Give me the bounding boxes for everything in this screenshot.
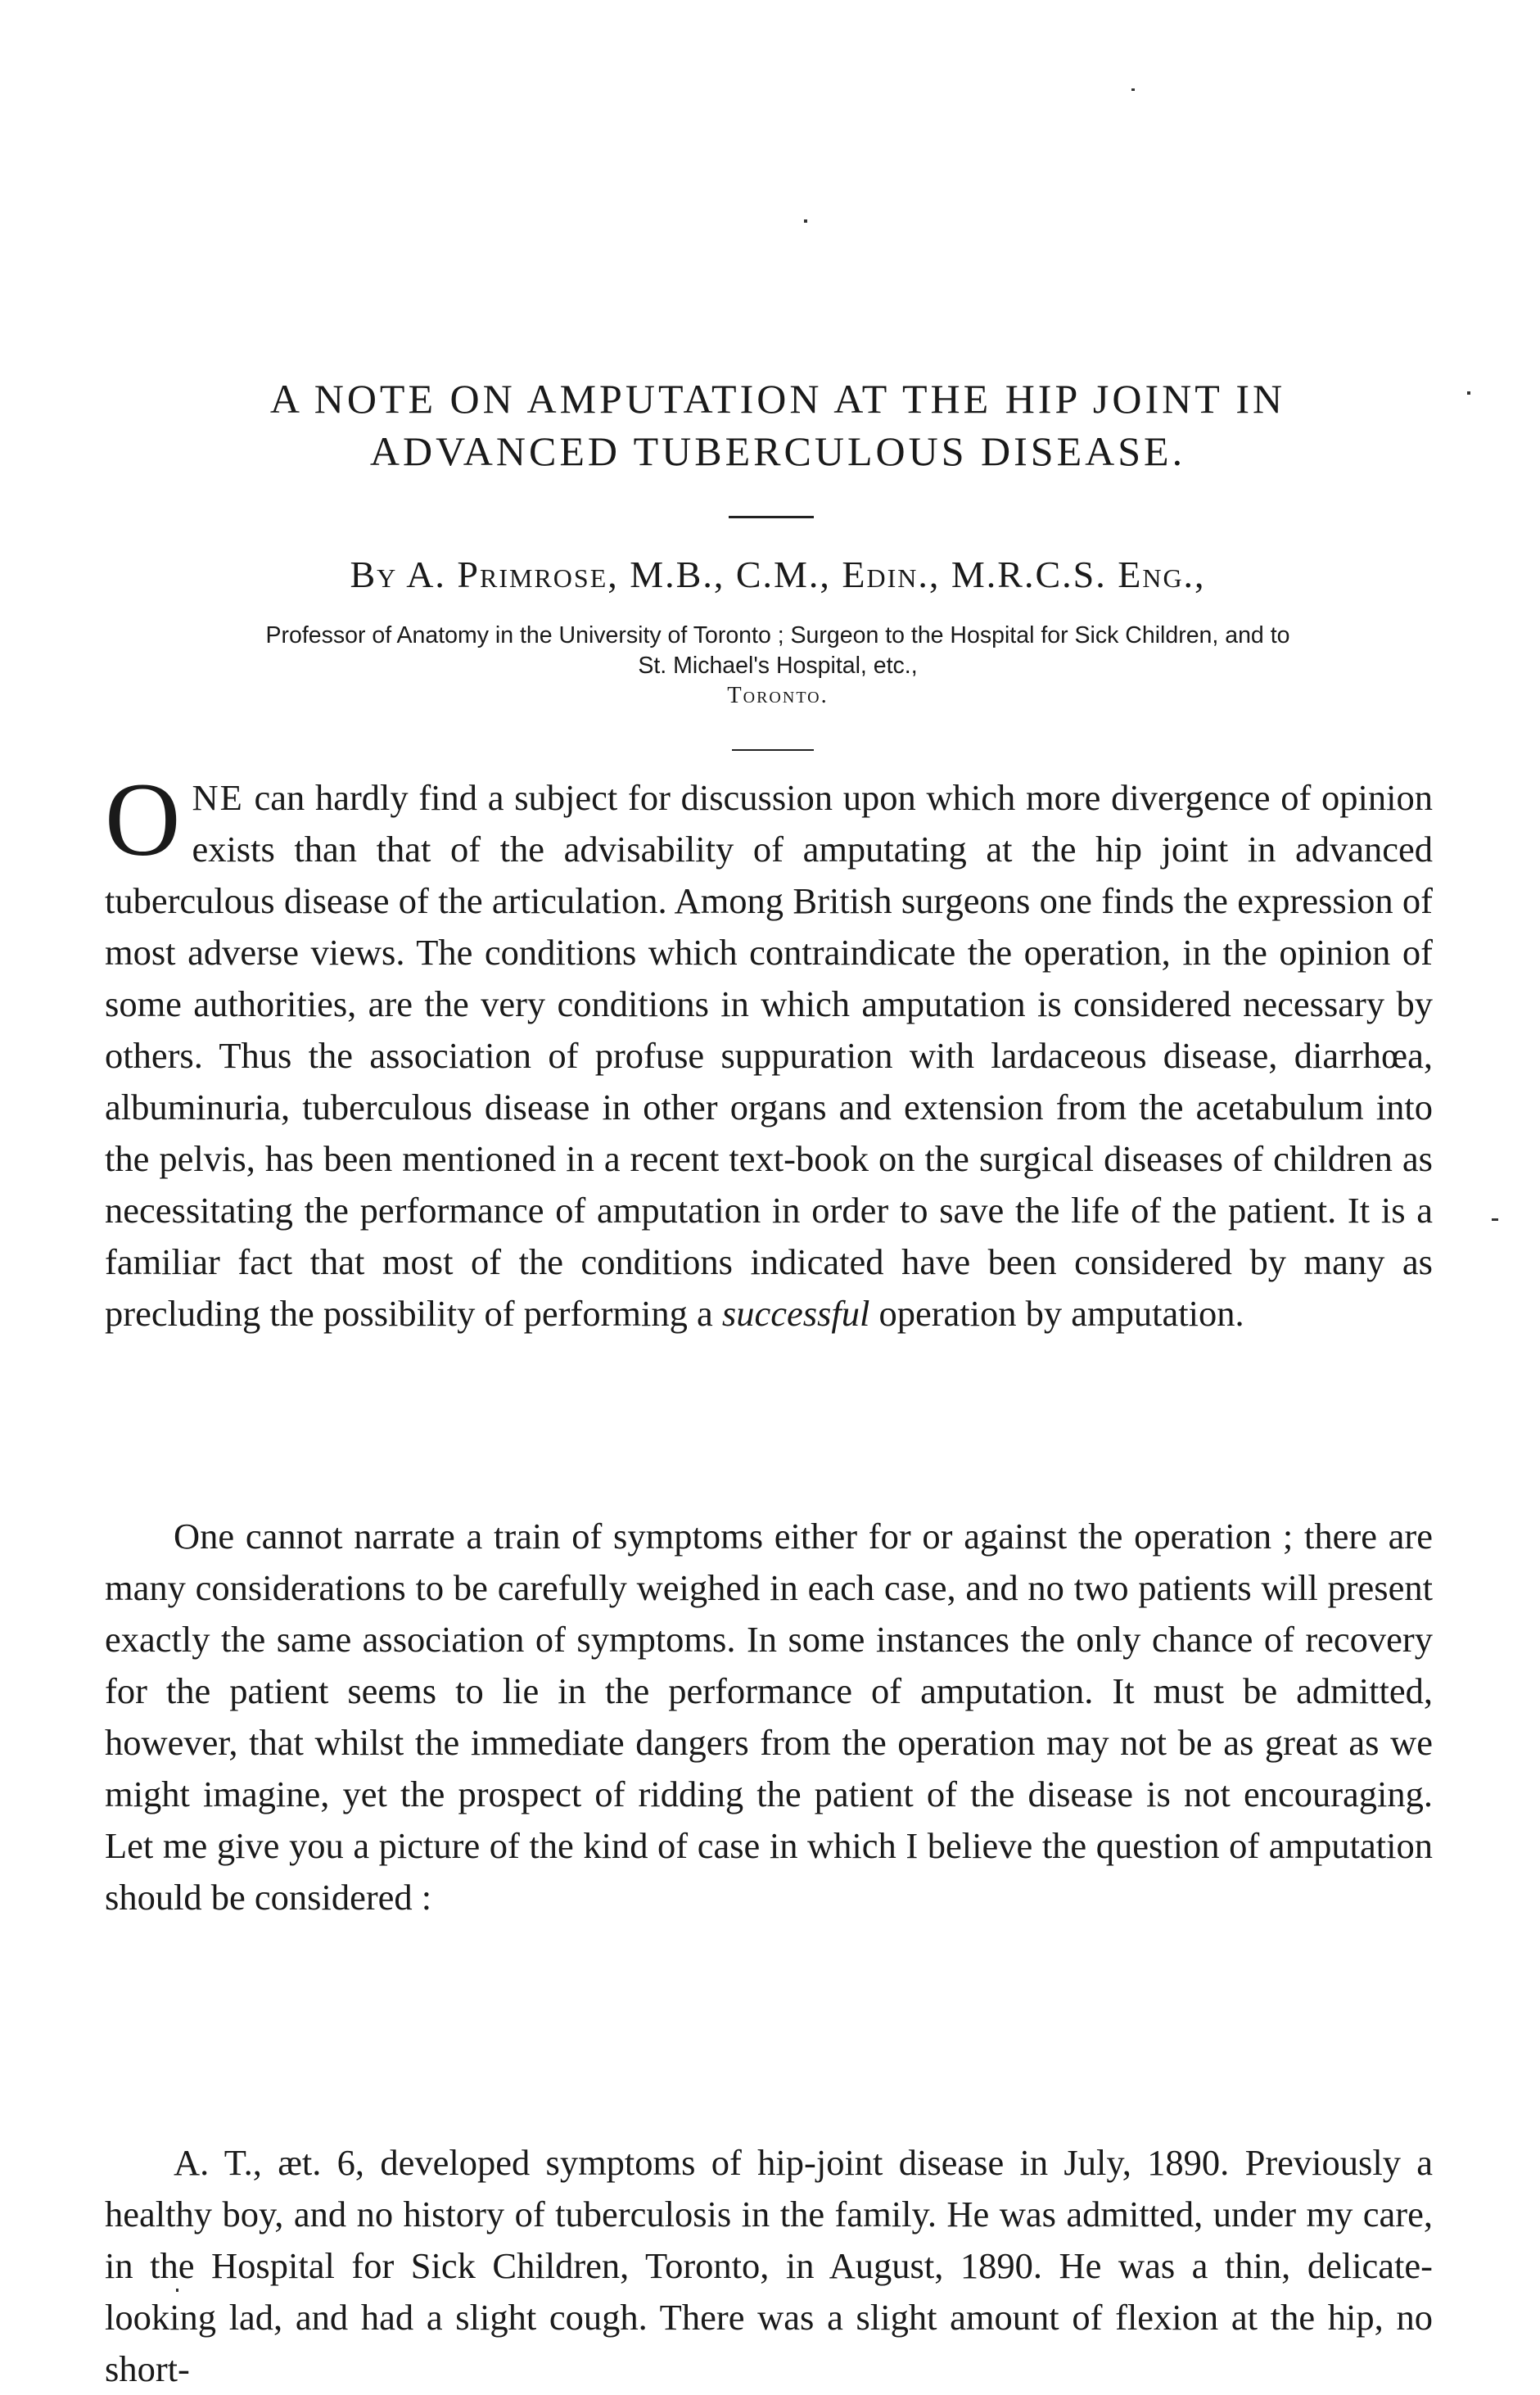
paragraph-case-report: A. T., æt. 6, developed symptoms of hip-joint disease in July, 1890. Previously a healthy boy, and no history of tuberculosis in the family. He was admitted, under my care, in the Hospital for Sick Children, Toronto, in August, 1890. He was a thin, delicate-looking lad, and had a slight cough. There was a slight amount of flexion at the hip, no short- [105,2142,1433,2389]
first-word-remainder: NE [192,777,244,818]
title-divider [729,516,814,518]
byline-divider [732,749,814,751]
scan-speck [176,2289,178,2292]
emphasis-successful: successful [721,1293,870,1334]
paragraph-intro [105,761,1433,1340]
paragraph-considerations: One cannot narrate a train of symptoms either for or against the operation ; there are many considerations to be carefully weighed in each case, and no two patients will present exactly the same association of symptoms. In some instances the only chance of recovery for the patient seems to lie in the performance of amputation. It must be admitted, however, that whilst the immediate dangers from the operation may not be as great as we might imagine, yet the prospect of ridding the patient of the disease is not encouraging. Let me give you a picture of the kind of case in which I believe the question of amputation should be considered : [105,1516,1433,1918]
scan-speck [1131,88,1135,91]
author-location: Toronto. [727,683,829,708]
scan-speck [1492,1218,1498,1221]
paragraph-intro-end: operation by amputation. [869,1293,1244,1334]
paragraph-intro-body: can hardly find a subject for discussion upon which more divergence of opinion exists than that of the advisability of amputating at the hip joint in advanced tuberculous disease of the articulation. Among British surgeons one finds the expression of most adverse views. The conditions which contraindicate the operation, in the opinion of some authorities, are the very conditions in which amputation is considered necessary by others. Thus the association of profuse suppuration with lardaceous disease, diarrhœa, albuminuria, tuberculous disease in other organs and extension from the acetabulum into the pelvis, has been mentioned in a recent text-book on the surgical diseases of children as necessitating the performance of amputation in order to save the life of the patient. It is a familiar fact that most of the conditions indicated have been considered by many as precluding the possibility of performing a [105,777,1433,1334]
drop-cap: O [105,761,181,878]
article-title [123,373,1433,477]
title-line-1: A NOTE ON AMPUTATION AT THE HIP JOINT IN [269,376,1286,422]
scan-speck [1467,391,1470,395]
title-line-2: ADVANCED TUBERCULOUS DISEASE. [369,428,1186,474]
author-byline: By A. Primrose, M.B., C.M., Edin., M.R.C.S. Eng., [350,554,1206,595]
author-affiliation-continued: St. Michael's Hospital, etc., [638,653,918,679]
scan-speck [804,219,807,223]
author-affiliation: Professor of Anatomy in the University of Toronto ; Surgeon to the Hospital for Sick Children, and to [265,622,1290,648]
